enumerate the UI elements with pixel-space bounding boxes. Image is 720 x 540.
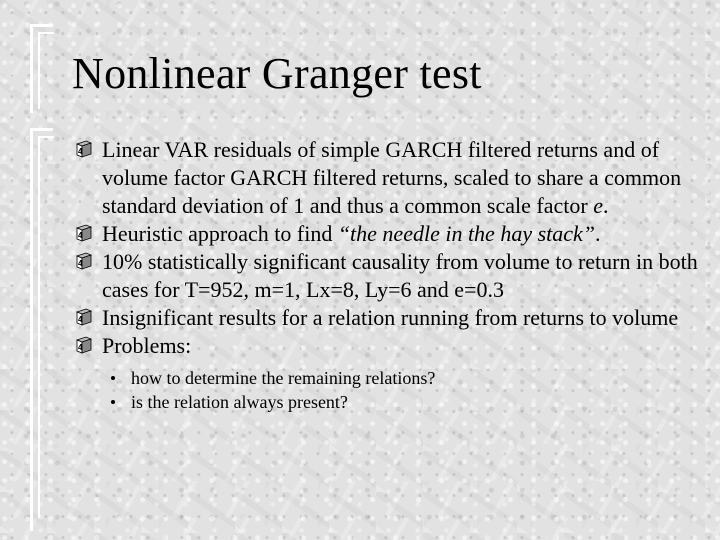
svg-text:4: 4	[78, 259, 83, 268]
svg-text:4: 4	[78, 315, 83, 324]
slide-title: Nonlinear Granger test	[72, 49, 482, 98]
svg-text:4: 4	[78, 231, 83, 240]
box-4-bullet-icon	[76, 336, 92, 354]
bullet-text: Heuristic approach to find	[102, 221, 338, 246]
bullet-text: 10% statistically significant causality from volume to return in both cases for T=952, m=1, Lx=8, Ly=6 and e=0.3	[102, 249, 698, 302]
bullet-text: Insignificant results for a relation running from returns to volume	[102, 305, 679, 330]
svg-text:4: 4	[78, 343, 83, 352]
sub-bullet-text: how to determine the remaining relations?	[131, 368, 436, 388]
sub-bullet-item	[102, 366, 712, 390]
box-4-bullet-icon	[76, 140, 92, 158]
bullet-text-italic: “the needle in the hay stack”	[337, 221, 596, 246]
bullet-item	[72, 304, 712, 332]
bullet-item	[72, 248, 712, 304]
bullet-text: Linear VAR residuals of simple GARCH filtered returns and of volume factor GARCH filtered returns, scaled to share a common standard deviation of 1 and thus a common scale factor	[102, 137, 682, 218]
body-bracket-decoration	[30, 128, 53, 531]
bullet-item	[72, 136, 712, 220]
title-bracket-decoration	[30, 24, 53, 113]
bullet-list	[72, 136, 712, 414]
bullet-text-end: .	[602, 193, 609, 218]
bullet-item	[72, 332, 712, 414]
bullet-text: Problems:	[102, 333, 192, 358]
box-4-bullet-icon	[76, 224, 92, 242]
box-4-bullet-icon	[76, 252, 92, 270]
svg-text:4: 4	[78, 147, 83, 156]
bullet-text-italic: e	[593, 193, 603, 218]
box-4-bullet-icon	[76, 308, 92, 326]
sub-bullet-list	[102, 366, 712, 414]
sub-bullet-item	[102, 390, 712, 414]
bullet-text-end: .	[595, 221, 601, 246]
dot-bullet-icon	[111, 376, 115, 380]
sub-bullet-text: is the relation always present?	[131, 392, 348, 412]
dot-bullet-icon	[111, 400, 115, 404]
bullet-item	[72, 220, 712, 248]
